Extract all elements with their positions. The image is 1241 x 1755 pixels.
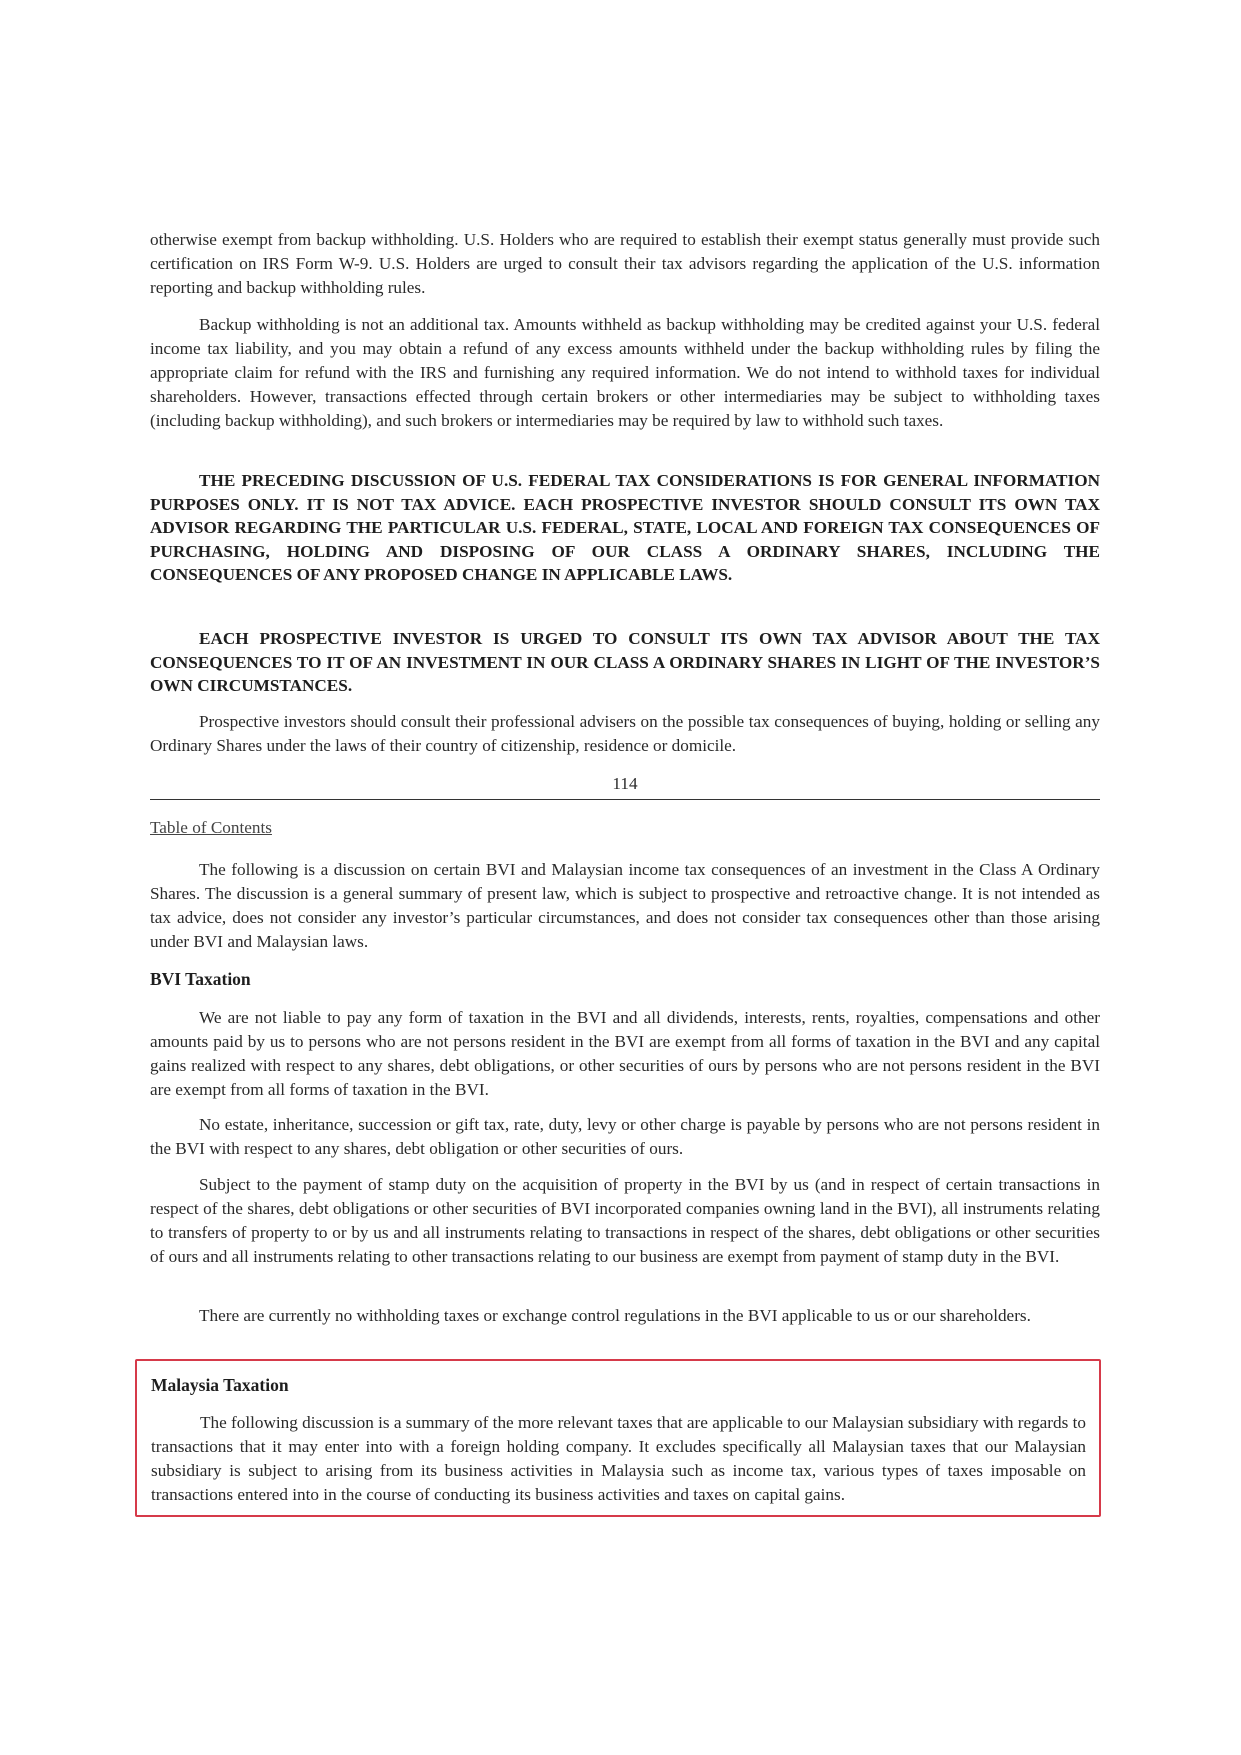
paragraph-bvi-no-withholding: There are currently no withholding taxes or exchange control regulations in the BVI applicable to us or our shareholders.: [199, 1306, 1031, 1325]
page-divider: [150, 799, 1100, 800]
notice-consult-tax-advisor: EACH PROSPECTIVE INVESTOR IS URGED TO CONSULT ITS OWN TAX ADVISOR ABOUT THE TAX CONSEQUENCES TO IT OF AN INVESTMENT IN OUR CLASS A ORDINARY SHARES IN LIGHT OF THE INVESTOR’S OWN CIRCUMSTANCES.: [150, 629, 1100, 696]
paragraph-bvi-no-estate-tax: No estate, inheritance, succession or gift tax, rate, duty, levy or other charge is payable by persons who are not persons resident in the BVI with respect to any shares, debt obligation or other securities of ours.: [150, 1115, 1100, 1158]
paragraph-backup-withholding-not-additional-tax: Backup withholding is not an additional tax. Amounts withheld as backup withholding may be credited against your U.S. federal income tax liability, and you may obtain a refund of any excess amounts withheld under the backup withholding rules by filing the appropriate claim for refund with the IRS and furnishing any required information. We do not intend to withhold taxes for individual shareholders. However, transactions effected through certain brokers or other intermediaries may be subject to withholding taxes (including backup withholding), and such brokers or intermediaries may be required by law to withhold such taxes.: [150, 315, 1100, 430]
paragraph-bvi-stamp-duty: Subject to the payment of stamp duty on the acquisition of property in the BVI by us (and in respect of certain transactions in respect of the shares, debt obligations or other securities of BVI incorporated companies owning land in the BVI), all instruments relating to transfers of property to or by us and all instruments relating to transactions in respect of the shares, debt obligations or other securities of ours and all instruments relating to other transactions relating to our business are exempt from payment of stamp duty in the BVI.: [150, 1175, 1100, 1266]
highlighted-malaysia-section: [135, 1359, 1101, 1517]
table-of-contents-link[interactable]: Table of Contents: [150, 818, 272, 837]
toc-link-container: [150, 818, 1100, 838]
heading-bvi-taxation: BVI Taxation: [150, 969, 251, 989]
notice-general-information: THE PRECEDING DISCUSSION OF U.S. FEDERAL TAX CONSIDERATIONS IS FOR GENERAL INFORMATION PURPOSES ONLY. IT IS NOT TAX ADVICE. EACH PROSPECTIVE INVESTOR SHOULD CONSULT ITS OWN TAX ADVISOR REGARDING THE PARTICULAR U.S. FEDERAL, STATE, LOCAL AND FOREIGN TAX CONSEQUENCES OF PURCHASING, HOLDING AND DISPOSING OF OUR CLASS A ORDINARY SHARES, INCLUDING THE CONSEQUENCES OF ANY PROPOSED CHANGE IN APPLICABLE LAWS.: [150, 471, 1100, 585]
paragraph-bvi-not-liable: We are not liable to pay any form of taxation in the BVI and all dividends, interests, rents, royalties, compensations and other amounts paid by us to persons who are not persons resident in the BVI are exempt from all forms of taxation in the BVI and any capital gains realized with respect to any shares, debt obligations, or other securities of ours by persons who are not persons resident in the BVI are exempt from all forms of taxation in the BVI.: [150, 1008, 1100, 1099]
paragraph-prospective-investors: Prospective investors should consult their professional advisers on the possible tax consequences of buying, holding or selling any Ordinary Shares under the laws of their country of citizenship, residence or domicile.: [150, 712, 1100, 755]
paragraph-backup-withholding-exempt: otherwise exempt from backup withholding. U.S. Holders who are required to establish their exempt status generally must provide such certification on IRS Form W-9. U.S. Holders are urged to consult their tax advisors regarding the application of the U.S. information reporting and backup withholding rules.: [150, 230, 1100, 297]
heading-malaysia-taxation: Malaysia Taxation: [151, 1375, 289, 1395]
paragraph-intro-bvi-malaysia: The following is a discussion on certain BVI and Malaysian income tax consequences of an investment in the Class A Ordinary Shares. The discussion is a general summary of present law, which is subject to prospective and retroactive change. It is not intended as tax advice, does not consider any investor’s particular circumstances, and does not consider tax consequences other than those arising under BVI and Malaysian laws.: [150, 860, 1100, 951]
page-number: 114: [612, 774, 638, 793]
paragraph-malaysia-taxation: The following discussion is a summary of the more relevant taxes that are applicable to our Malaysian subsidiary with regards to transactions that it may enter into with a foreign holding company. It excludes specifically all Malaysian taxes that our Malaysian subsidiary is subject to arising from its business activities in Malaysia such as income tax, various types of taxes imposable on transactions entered into in the course of conducting its business activities and taxes on capital gains.: [151, 1413, 1086, 1504]
